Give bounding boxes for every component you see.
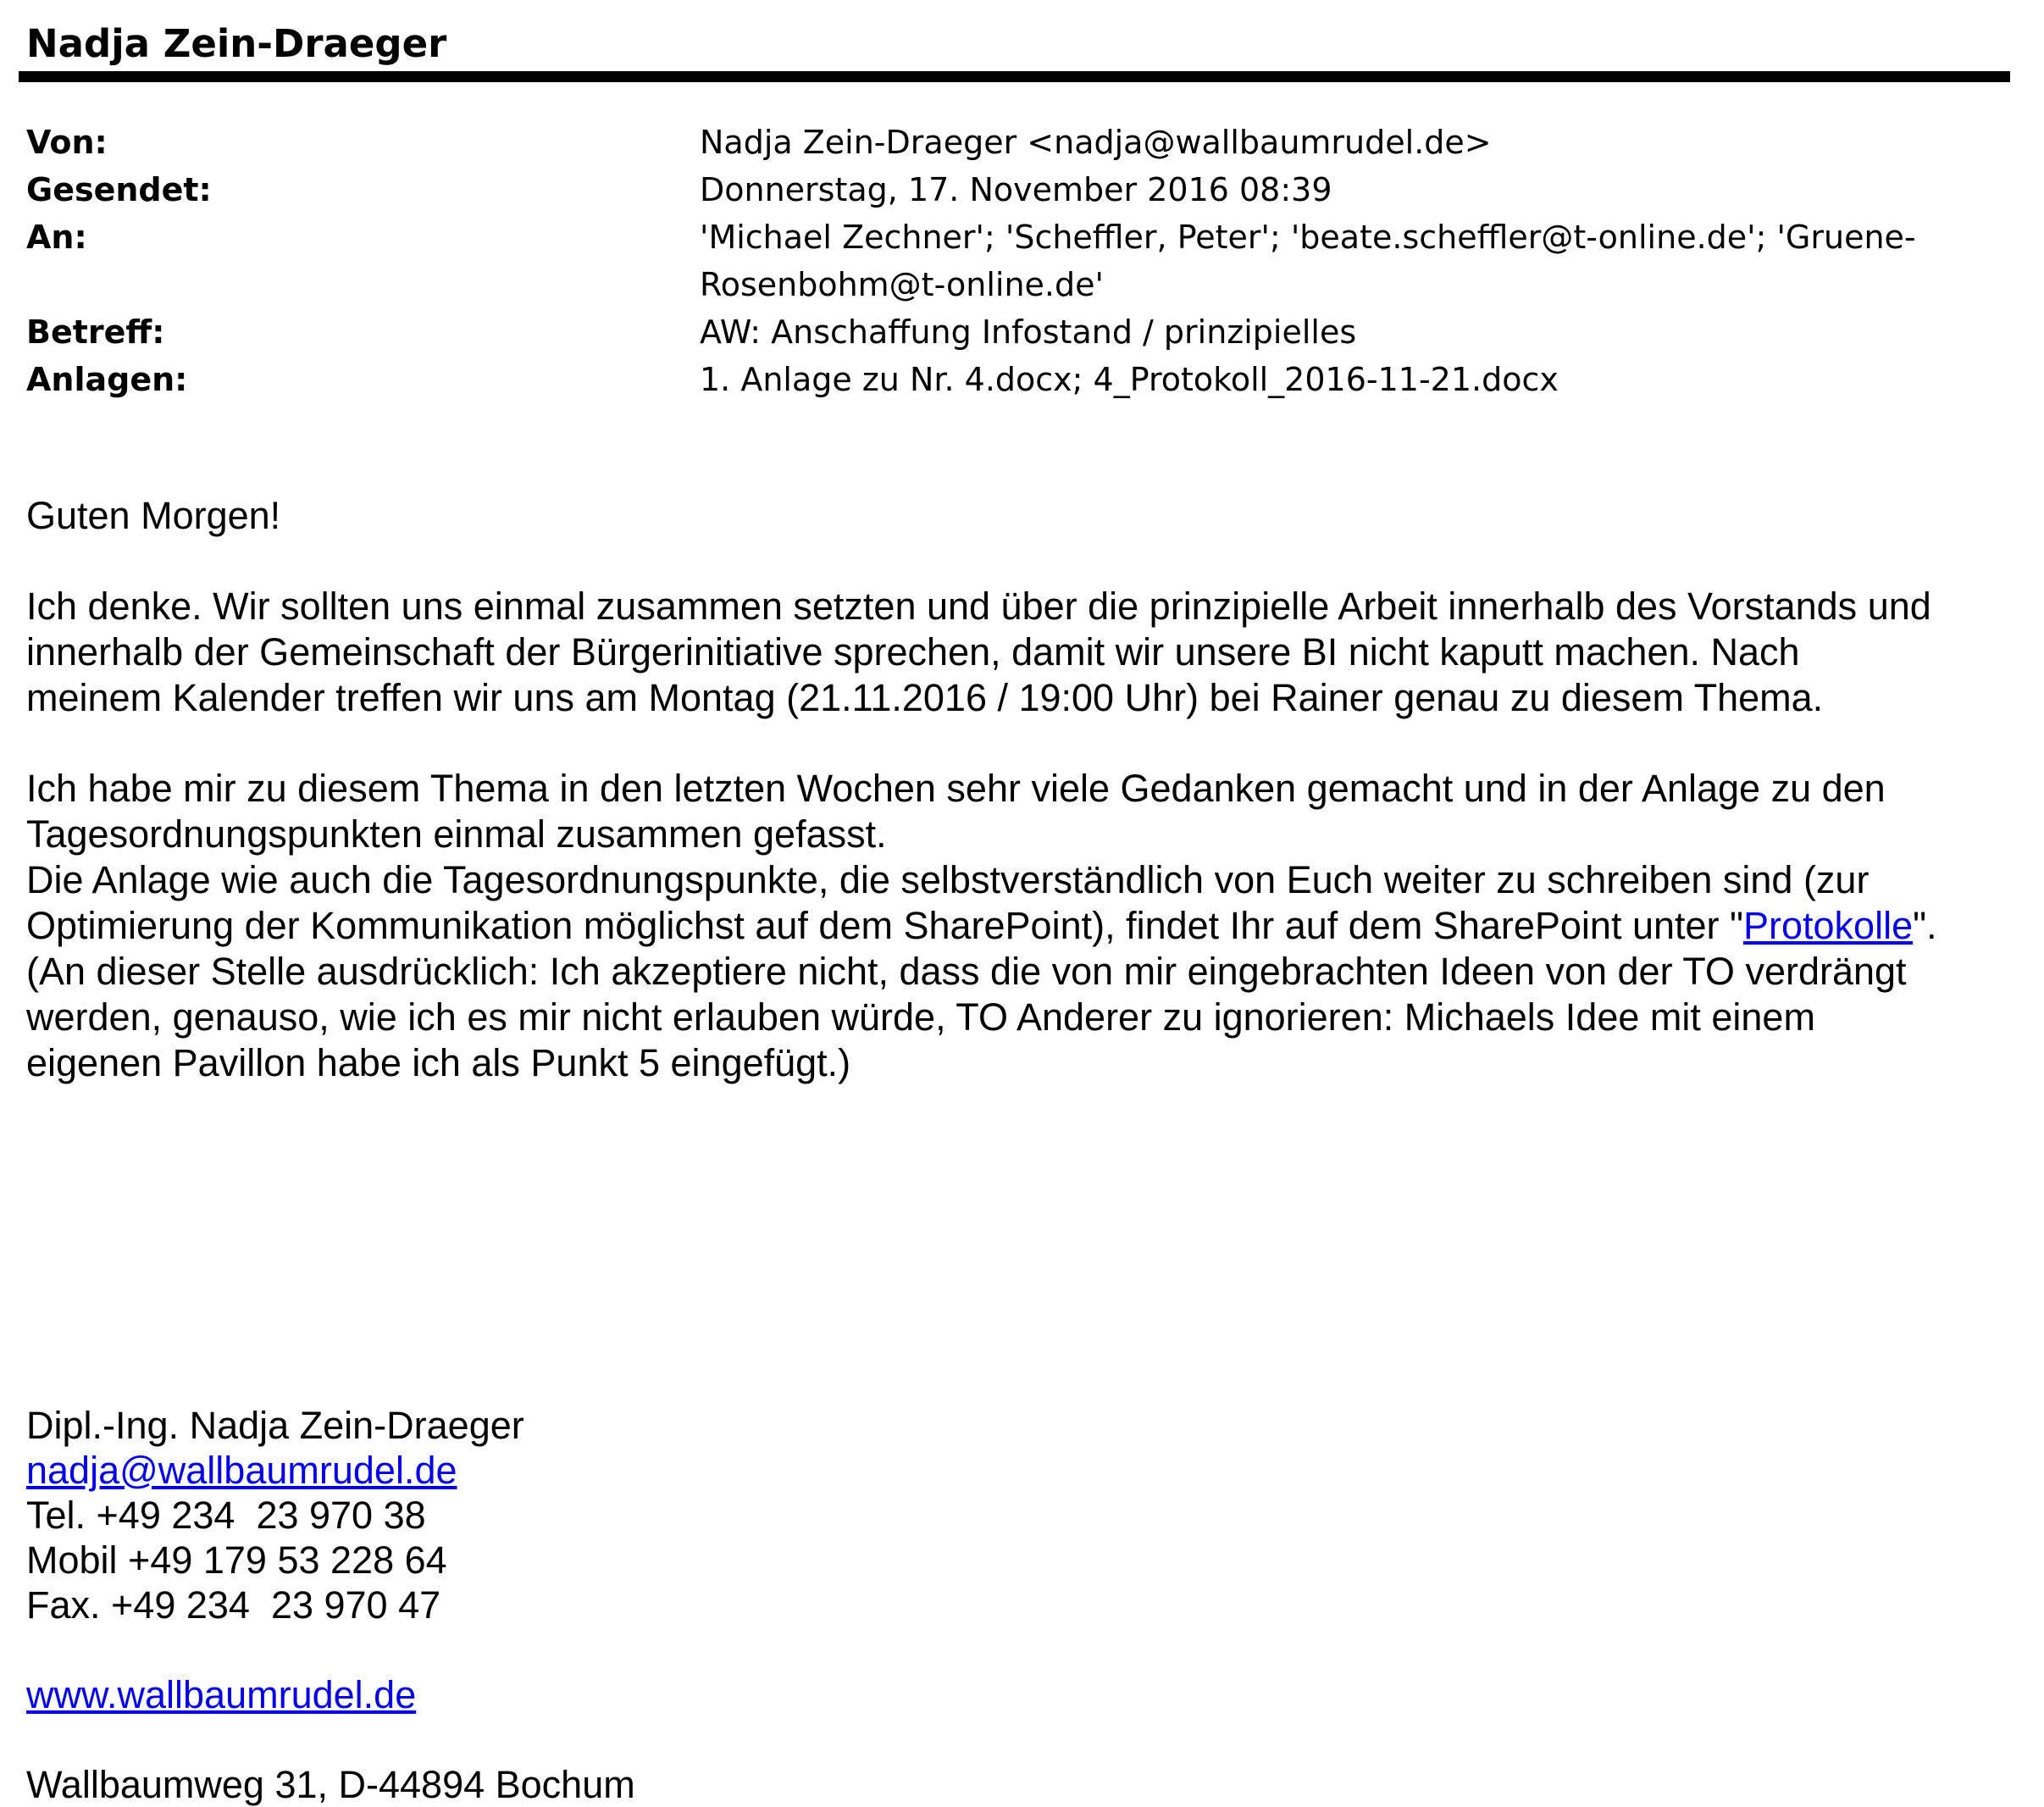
body-line-text: Optimierung der Kommunikation möglichst auf dem SharePoint), findet Ihr auf dem SharePoint unter ": [26, 904, 1743, 947]
header-row-to: [26, 213, 2008, 308]
signature-address: Wallbaumweg 31, D-44894 Bochum: [26, 1763, 635, 1806]
paragraph-spacer: [26, 539, 2025, 584]
email-body: [26, 493, 2025, 1086]
from-value: Nadja Zein-Draeger <nadja@wallbaumrudel.de>: [700, 124, 1492, 161]
to-label: An:: [26, 219, 87, 256]
protokolle-link[interactable]: Protokolle: [1743, 904, 1914, 947]
email-header: [26, 119, 2008, 403]
signature-name: Dipl.-Ing. Nadja Zein-Draeger: [26, 1404, 524, 1447]
email-signature: [26, 1403, 1297, 1807]
signature-fax: Fax. +49 234 23 970 47: [26, 1583, 441, 1627]
title-divider: [19, 71, 2010, 82]
header-row-subject: [26, 308, 2008, 356]
body-line: eigenen Pavillon habe ich als Punkt 5 eingefügt.): [26, 1041, 851, 1084]
header-row-attachments: [26, 356, 2008, 403]
greeting: Guten Morgen!: [26, 494, 281, 537]
from-label: Von:: [26, 124, 108, 161]
signature-tel: Tel. +49 234 23 970 38: [26, 1494, 426, 1537]
signature-spacer: [26, 1627, 1297, 1672]
to-value-line-2: Rosenbohm@t-online.de': [700, 266, 1104, 303]
signature-mobile: Mobil +49 179 53 228 64: [26, 1538, 447, 1582]
body-line-text: ".: [1913, 904, 1937, 947]
header-row-sent: [26, 166, 2008, 213]
body-line: innerhalb der Gemeinschaft der Bürgerinitiative sprechen, damit wir unsere BI nicht kaputt machen. Nach: [26, 630, 1800, 673]
paragraph-spacer: [26, 721, 2025, 766]
body-line: Ich habe mir zu diesem Thema in den letzten Wochen sehr viele Gedanken gemacht und in der Anlage zu den: [26, 767, 1886, 810]
page-title: Nadja Zein-Draeger: [26, 21, 447, 66]
sent-label: Gesendet:: [26, 171, 212, 208]
body-line: Die Anlage wie auch die Tagesordnungspunkte, die selbstverständlich von Euch weiter zu schreiben sind (zur: [26, 858, 1870, 901]
to-value-line-1: 'Michael Zechner'; 'Scheffler, Peter'; 'beate.scheffler@t-online.de'; 'Gruene-: [700, 219, 1916, 256]
subject-label: Betreff:: [26, 313, 165, 351]
attachments-label: Anlagen:: [26, 361, 188, 398]
signature-website-link[interactable]: www.wallbaumrudel.de: [26, 1673, 417, 1716]
attachments-value: 1. Anlage zu Nr. 4.docx; 4_Protokoll_2016-11-21.docx: [700, 361, 1559, 398]
signature-email-link[interactable]: nadja@wallbaumrudel.de: [26, 1449, 457, 1492]
signature-spacer: [26, 1717, 1297, 1762]
body-line: (An dieser Stelle ausdrücklich: Ich akzeptiere nicht, dass die von mir eingebrachten Ideen von der TO verdrängt: [26, 950, 1907, 993]
body-line-with-link: [26, 903, 2025, 949]
body-line: werden, genauso, wie ich es mir nicht erlauben würde, TO Anderer zu ignorieren: Michaels Idee mit einem: [26, 995, 1815, 1039]
sent-value: Donnerstag, 17. November 2016 08:39: [700, 171, 1332, 208]
body-line: meinem Kalender treffen wir uns am Montag (21.11.2016 / 19:00 Uhr) bei Rainer genau zu diesem Thema.: [26, 676, 1824, 719]
header-row-from: [26, 119, 2008, 166]
to-value: [700, 213, 2008, 308]
subject-value: AW: Anschaffung Infostand / prinzipielles: [700, 313, 1357, 351]
body-line: Tagesordnungspunkten einmal zusammen gefasst.: [26, 812, 887, 856]
body-line: Ich denke. Wir sollten uns einmal zusammen setzten und über die prinzipielle Arbeit innerhalb des Vorstands und: [26, 585, 1931, 628]
